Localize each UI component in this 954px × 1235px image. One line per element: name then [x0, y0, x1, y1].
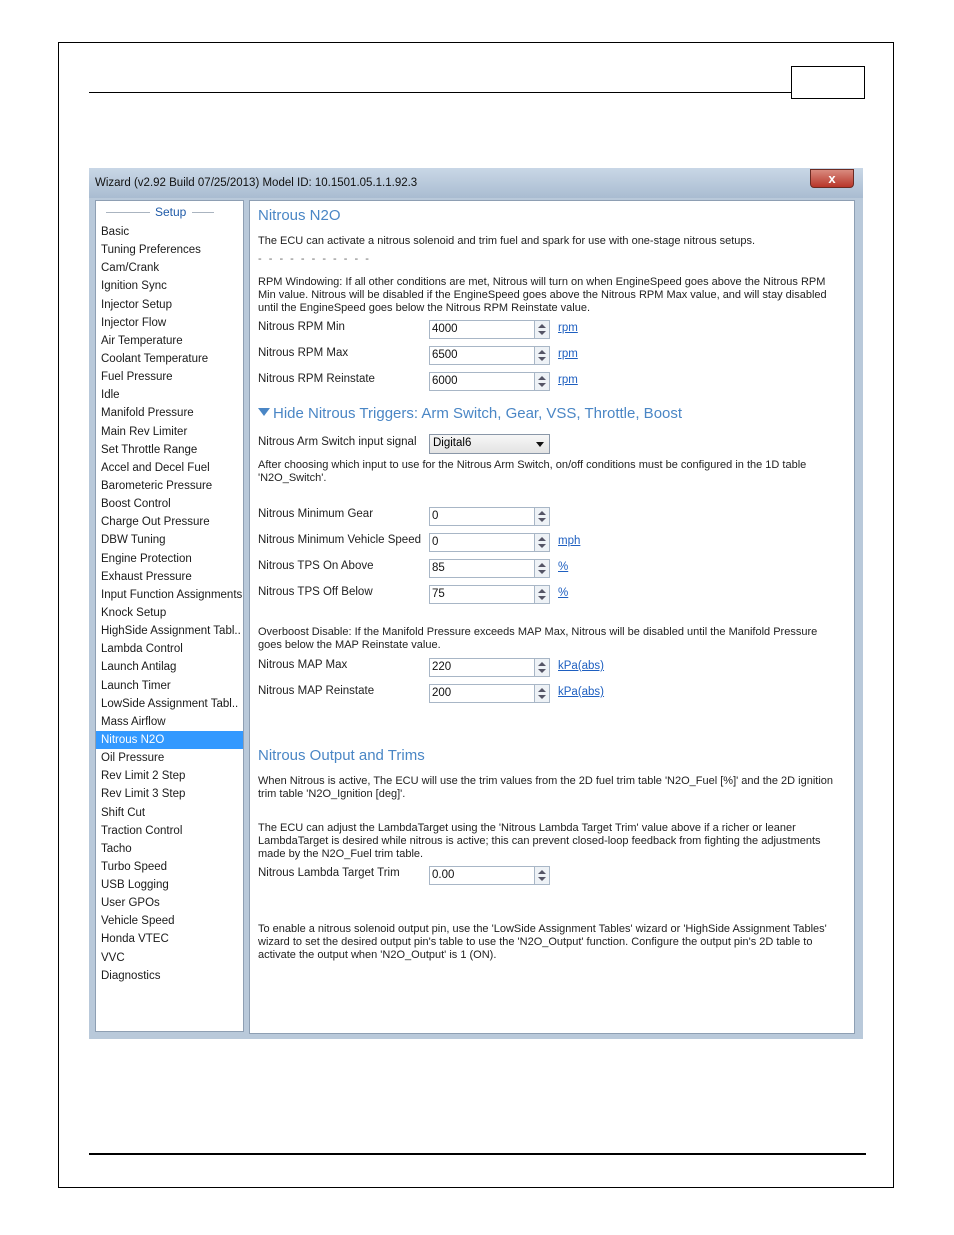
sidebar-item[interactable]: Boost Control: [101, 498, 171, 511]
spin-up-icon[interactable]: [538, 537, 546, 541]
spin-up-icon[interactable]: [538, 376, 546, 380]
spin-up-icon[interactable]: [538, 350, 546, 354]
sidebar-item[interactable]: Shift Cut: [101, 806, 146, 819]
sidebar-item[interactable]: Lambda Control: [101, 643, 183, 656]
title-bar[interactable]: [89, 168, 863, 198]
sidebar-item[interactable]: Rev Limit 2 Step: [101, 770, 186, 783]
sidebar-item[interactable]: Coolant Temperature: [101, 352, 209, 365]
min-speed-spinner[interactable]: [534, 533, 550, 552]
spin-down-icon[interactable]: [538, 357, 546, 361]
rpm-description: RPM Windowing: If all other conditions are met, Nitrous will turn on when EngineSpeed goes above the Nitrous RPM Min value. Nitrous will be disabled if the EngineSpeed goes above the Nitrous RPM Max value, and will stay disabled until the EngineSpeed goes below the Nitrous RPM Reinstate value.: [258, 276, 827, 314]
spin-down-icon[interactable]: [538, 669, 546, 673]
sidebar-item[interactable]: VVC: [101, 951, 125, 964]
sidebar-item[interactable]: Turbo Speed: [101, 860, 168, 873]
intro-text: The ECU can activate a nitrous solenoid and trim fuel and spark for use with one-stage nitrous setups.: [258, 235, 756, 247]
tps-on-input[interactable]: 85: [429, 559, 536, 578]
rpm-reinstate-spinner[interactable]: [534, 372, 550, 391]
overboost-description: Overboost Disable: If the Manifold Pressure exceeds MAP Max, Nitrous will be disabled until the Manifold Pressure goes below the MAP Reinstate value.: [258, 626, 818, 651]
output-description: When Nitrous is active, The ECU will use the trim values from the 2D fuel trim table 'N2O_Fuel [%]' and the 2D ignition trim table 'N2O_Ignition [deg]'.: [258, 775, 834, 800]
rpm-min-unit-link[interactable]: rpm: [558, 322, 578, 334]
spin-down-icon[interactable]: [538, 695, 546, 699]
enable-output-description: To enable a nitrous solenoid output pin, use the 'LowSide Assignment Tables' wizard or 'HighSide Assignment Tables' wizard to set the desired output pin's table to use the 'N2O_Output' function. Configure the output pin's 2D table to activate the output when 'N2O_Output' is 1 (ON).: [258, 923, 827, 961]
collapse-triangle-icon[interactable]: [258, 408, 270, 416]
chevron-down-icon: [536, 442, 544, 447]
sidebar-item[interactable]: Launch Timer: [101, 679, 171, 692]
sidebar-item[interactable]: Oil Pressure: [101, 752, 165, 765]
window-title: Wizard (v2.92 Build 07/25/2013) Model ID: 10.1501.05.1.1.92.3: [95, 177, 418, 189]
lambda-trim-label: Nitrous Lambda Target Trim: [258, 867, 400, 879]
spin-up-icon[interactable]: [538, 662, 546, 666]
page-title: Nitrous N2O: [258, 207, 341, 224]
triggers-toggle[interactable]: [258, 405, 682, 422]
rpm-min-input[interactable]: 4000: [429, 320, 536, 339]
tps-off-unit-link[interactable]: %: [558, 587, 569, 599]
rpm-max-input[interactable]: 6500: [429, 346, 536, 365]
page-number-box: [791, 66, 865, 99]
sidebar-item[interactable]: Cam/Crank: [101, 262, 160, 275]
sidebar-item[interactable]: User GPOs: [101, 897, 160, 910]
wizard-window: [89, 168, 863, 1039]
arm-switch-description: After choosing which input to use for the Nitrous Arm Switch, on/off conditions must be configured in the 1D table 'N2O_Switch'.: [258, 459, 807, 484]
map-reinstate-input[interactable]: 200: [429, 684, 536, 703]
spin-down-icon[interactable]: [538, 383, 546, 387]
spin-up-icon[interactable]: [538, 688, 546, 692]
sidebar-item[interactable]: DBW Tuning: [101, 534, 166, 547]
close-button[interactable]: x: [810, 169, 854, 188]
spin-up-icon[interactable]: [538, 589, 546, 593]
sidebar-item[interactable]: Rev Limit 3 Step: [101, 788, 186, 801]
sidebar-item[interactable]: Basic: [101, 226, 130, 238]
sidebar-item[interactable]: Tuning Preferences: [101, 244, 201, 257]
spin-up-icon[interactable]: [538, 324, 546, 328]
map-reinstate-unit-link[interactable]: kPa(abs): [558, 686, 605, 698]
triggers-title: Hide Nitrous Triggers: Arm Switch, Gear, VSS, Throttle, Boost: [273, 405, 683, 422]
sidebar-item[interactable]: Tacho: [101, 842, 132, 855]
sidebar-header: [96, 205, 243, 219]
spin-up-icon[interactable]: [538, 870, 546, 874]
sidebar-item[interactable]: Diagnostics: [101, 969, 161, 982]
min-speed-label: Nitrous Minimum Vehicle Speed: [258, 534, 421, 546]
rpm-min-spinner[interactable]: [534, 320, 550, 339]
tps-off-input[interactable]: 75: [429, 585, 536, 604]
rpm-reinstate-label: Nitrous RPM Reinstate: [258, 373, 375, 385]
sidebar-item[interactable]: Injector Setup: [101, 298, 172, 311]
sidebar-item[interactable]: Fuel Pressure: [101, 371, 173, 384]
map-reinstate-label: Nitrous MAP Reinstate: [258, 685, 375, 697]
sidebar-item[interactable]: LowSide Assignment Tabl..: [101, 697, 239, 710]
min-gear-label: Nitrous Minimum Gear: [258, 508, 374, 520]
map-max-input[interactable]: 220: [429, 658, 536, 677]
sidebar-item[interactable]: Input Function Assignments: [101, 588, 243, 601]
spin-up-icon[interactable]: [538, 563, 546, 567]
sidebar-item[interactable]: Exhaust Pressure: [101, 570, 192, 583]
arm-switch-label: Nitrous Arm Switch input signal: [258, 436, 417, 448]
sidebar-item[interactable]: Ignition Sync: [101, 280, 167, 293]
spin-down-icon[interactable]: [538, 331, 546, 335]
sidebar-item[interactable]: Main Rev Limiter: [101, 425, 188, 438]
sidebar-header-label: Setup: [155, 205, 187, 219]
sidebar-item[interactable]: Vehicle Speed: [101, 915, 175, 928]
main-panel: [249, 200, 855, 1034]
tps-on-spinner[interactable]: [534, 559, 550, 578]
map-max-spinner[interactable]: [534, 658, 550, 677]
tps-off-spinner[interactable]: [534, 585, 550, 604]
spin-down-icon[interactable]: [538, 518, 546, 522]
sidebar-item[interactable]: Air Temperature: [101, 334, 183, 347]
map-max-unit-link[interactable]: kPa(abs): [558, 660, 605, 672]
rpm-reinstate-unit-link[interactable]: rpm: [558, 374, 578, 386]
sidebar-header-rule-right: [192, 212, 214, 213]
sidebar-item[interactable]: USB Logging: [101, 879, 169, 892]
header-rule: [89, 92, 792, 93]
min-speed-unit-link[interactable]: mph: [558, 535, 581, 547]
rpm-min-label: Nitrous RPM Min: [258, 321, 345, 333]
sidebar-header-rule-left: [106, 212, 150, 213]
sidebar-item[interactable]: Mass Airflow: [101, 715, 166, 728]
arm-switch-select[interactable]: [429, 434, 550, 454]
tps-off-label: Nitrous TPS Off Below: [258, 586, 373, 598]
footer-rule: [89, 1153, 866, 1155]
sidebar-item[interactable]: Traction Control: [101, 824, 183, 837]
lambda-trim-spinner[interactable]: [534, 866, 550, 885]
tps-on-label: Nitrous TPS On Above: [258, 560, 374, 572]
sidebar-item[interactable]: Knock Setup: [101, 606, 167, 619]
map-reinstate-spinner[interactable]: [534, 684, 550, 703]
sidebar: [95, 200, 244, 1032]
spin-down-icon[interactable]: [538, 877, 546, 881]
sidebar-list: [96, 223, 243, 985]
sidebar-item[interactable]: Set Throttle Range: [101, 443, 198, 456]
sidebar-item[interactable]: Launch Antilag: [101, 661, 177, 674]
rpm-max-spinner[interactable]: [534, 346, 550, 365]
min-speed-input[interactable]: 0: [429, 533, 536, 552]
output-section-title: Nitrous Output and Trims: [258, 747, 425, 764]
sidebar-item[interactable]: Manifold Pressure: [101, 407, 194, 420]
sidebar-item[interactable]: Barometeric Pressure: [101, 479, 213, 492]
min-gear-input[interactable]: 0: [429, 507, 536, 526]
sidebar-item[interactable]: Idle: [101, 389, 120, 402]
lambda-trim-input[interactable]: 0.00: [429, 866, 536, 885]
map-max-label: Nitrous MAP Max: [258, 659, 348, 671]
spin-up-icon[interactable]: [538, 511, 546, 515]
sidebar-item[interactable]: Engine Protection: [101, 552, 192, 565]
sidebar-item[interactable]: Accel and Decel Fuel: [101, 461, 210, 474]
sidebar-item[interactable]: Charge Out Pressure: [101, 516, 210, 529]
spin-down-icon[interactable]: [538, 596, 546, 600]
min-gear-spinner[interactable]: [534, 507, 550, 526]
sidebar-item[interactable]: Injector Flow: [101, 316, 167, 329]
lambda-description: The ECU can adjust the LambdaTarget using the 'Nitrous Lambda Target Trim' value above if a richer or leaner LambdaTarget is desired while nitrous is active; this can prevent closed-loop feedback from fighting the adjustments made by the N2O_Fuel trim table.: [258, 822, 821, 860]
rpm-max-label: Nitrous RPM Max: [258, 347, 349, 359]
spin-down-icon[interactable]: [538, 570, 546, 574]
dashed-separator: - - - - - - - - - - -: [258, 253, 371, 265]
tps-on-unit-link[interactable]: %: [558, 561, 569, 573]
sidebar-item[interactable]: HighSide Assignment Tabl..: [101, 625, 241, 638]
sidebar-item[interactable]: Honda VTEC: [101, 933, 169, 946]
rpm-max-unit-link[interactable]: rpm: [558, 348, 578, 360]
spin-down-icon[interactable]: [538, 544, 546, 548]
arm-switch-value: Digital6: [433, 437, 472, 449]
rpm-reinstate-input[interactable]: 6000: [429, 372, 536, 391]
sidebar-item[interactable]: Nitrous N2O: [96, 731, 243, 749]
